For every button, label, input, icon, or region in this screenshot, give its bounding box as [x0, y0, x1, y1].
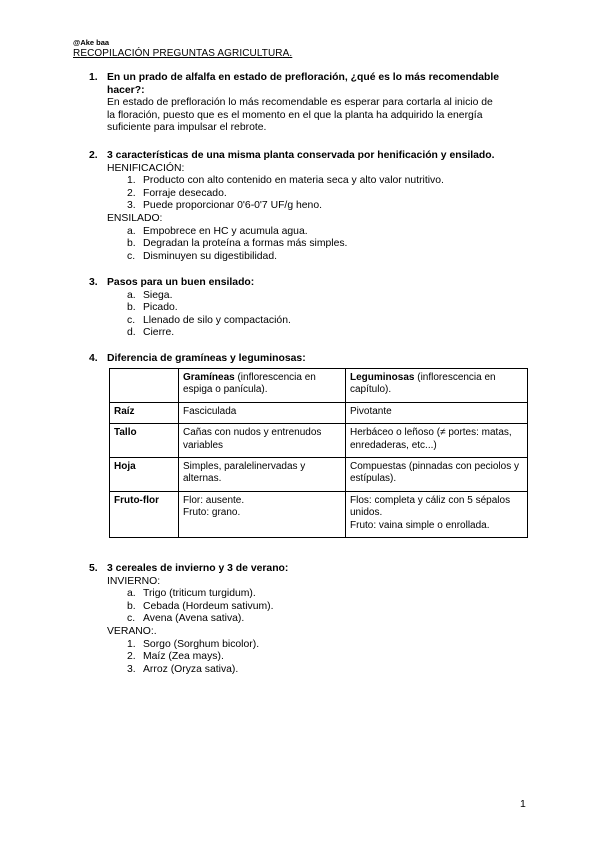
list-item: c. Llenado de silo y compactación.	[127, 314, 291, 326]
question-title: Diferencia de gramíneas y leguminosas:	[107, 353, 306, 364]
question-2	[89, 150, 529, 263]
list-item: a. Trigo (triticum turgidum).	[127, 588, 256, 600]
table-cell: Fasciculada	[179, 402, 346, 423]
table-row	[110, 424, 528, 458]
table-cell: Herbáceo o leñoso (≠ portes: matas, enredaderas, etc...)	[346, 424, 528, 458]
table-cell: Cañas con nudos y entrenudos variables	[179, 424, 346, 458]
table-row	[110, 458, 528, 492]
row-label: Raíz	[110, 402, 179, 423]
question-title: 3 características de una misma planta conservada por henificación y ensilado.	[107, 150, 495, 161]
question-number: 2.	[89, 150, 98, 161]
ensilado-list	[107, 226, 529, 264]
list-item: 2. Forraje desecado.	[127, 187, 227, 199]
row-label: Fruto-flor	[110, 491, 179, 537]
winter-cereals-list	[107, 588, 529, 626]
comparison-table	[109, 368, 528, 538]
list-item: c. Avena (Avena sativa).	[127, 613, 245, 625]
list-item: 1. Sorgo (Sorghum bicolor).	[127, 638, 260, 650]
table-cell: Flos: completa y cáliz con 5 sépalos unidos. Fruto: vaina simple o enrollada.	[346, 491, 528, 537]
answer-line: la floración, puesto que es el momento en el que la planta ha adquirido la energía	[107, 109, 483, 121]
question-1	[89, 72, 529, 135]
list-item: d. Cierre.	[127, 327, 175, 339]
table-cell: Flor: ausente. Fruto: grano.	[179, 491, 346, 537]
section-label: ENSILADO:	[107, 212, 163, 224]
document-title: RECOPILACIÓN PREGUNTAS AGRICULTURA.	[73, 48, 293, 59]
list-item: 3. Arroz (Oryza sativa).	[127, 663, 239, 675]
answer-line: suficiente para impulsar el rebrote.	[107, 122, 267, 134]
table-cell: Pivotante	[346, 402, 528, 423]
section-label: HENIFICACIÓN:	[107, 162, 185, 174]
table-row	[110, 402, 528, 423]
list-item: 2. Maíz (Zea mays).	[127, 651, 224, 663]
section-label: INVIERNO:	[107, 575, 161, 587]
list-item: a. Siega.	[127, 289, 173, 301]
row-label: Tallo	[110, 424, 179, 458]
list-item: 3. Puede proporcionar 0'6-0'7 UF/g heno.	[127, 200, 322, 212]
column-header-leguminosas: Leguminosas (inflorescencia en capítulo).	[346, 369, 528, 403]
list-item: c. Disminuyen su digestibilidad.	[127, 250, 277, 262]
list-item: b. Degradan la proteína a formas más simples.	[127, 238, 348, 250]
table-cell: Compuestas (pinnadas con peciolos y estípulas).	[346, 458, 528, 492]
table-cell: Simples, paralelinervadas y alternas.	[179, 458, 346, 492]
table-header-row	[110, 369, 528, 403]
ensilado-steps-list	[107, 290, 529, 340]
table-corner-cell	[110, 369, 179, 403]
table-row	[110, 491, 528, 537]
question-5	[89, 563, 529, 676]
henificacion-list	[107, 175, 529, 213]
question-number: 4.	[89, 353, 98, 364]
page-number: 1	[520, 798, 526, 810]
question-title: 3 cereales de invierno y 3 de verano:	[107, 563, 289, 574]
section-label: VERANO:.	[107, 625, 157, 637]
question-number: 3.	[89, 277, 98, 288]
question-4	[89, 353, 529, 366]
answer-line: En estado de prefloración lo más recomendable es esperar para cortarla al inicio de	[107, 97, 493, 109]
row-label: Hoja	[110, 458, 179, 492]
list-item: b. Picado.	[127, 302, 178, 314]
list-item: b. Cebada (Hordeum sativum).	[127, 600, 274, 612]
question-title: Pasos para un buen ensilado:	[107, 277, 255, 288]
question-number: 5.	[89, 563, 98, 574]
question-3	[89, 277, 529, 340]
question-title: hacer?:	[107, 84, 145, 96]
list-item: 1. Producto con alto contenido en materia seca y alto valor nutritivo.	[127, 175, 444, 187]
question-number: 1.	[89, 72, 98, 83]
question-title: En un prado de alfalfa en estado de prefloración, ¿qué es lo más recomendable	[107, 72, 500, 83]
list-item: a. Empobrece en HC y acumula agua.	[127, 225, 308, 237]
column-header-gramineas: Gramíneas (inflorescencia en espiga o panícula).	[179, 369, 346, 403]
summer-cereals-list	[107, 639, 529, 677]
author-handle: @Ake baa	[73, 38, 110, 47]
